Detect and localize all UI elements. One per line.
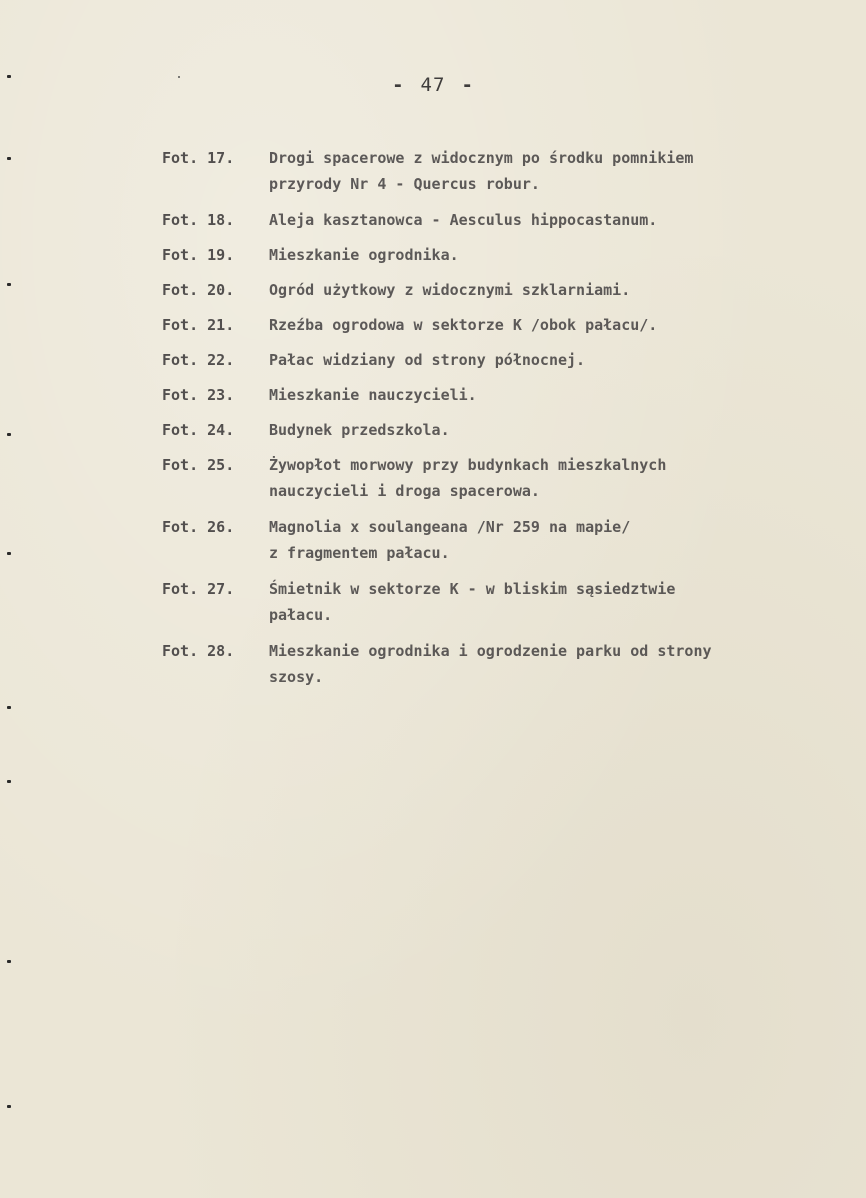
caption-text — [269, 145, 802, 197]
caption-entry — [162, 277, 802, 303]
caption-text — [269, 207, 802, 233]
caption-text — [269, 312, 802, 338]
margin-mark — [7, 552, 11, 555]
photo-number: Fot. 18. — [162, 211, 235, 229]
page-number-value: 47 — [420, 74, 446, 96]
paper-speck — [178, 76, 180, 78]
caption-text — [269, 347, 802, 373]
caption-entry — [162, 638, 802, 690]
caption-line: szosy. — [269, 668, 324, 686]
page-number — [0, 74, 866, 96]
margin-mark — [7, 960, 11, 963]
caption-entry — [162, 452, 802, 504]
photo-number: Fot. 20. — [162, 281, 235, 299]
caption-line: Mieszkanie nauczycieli. — [269, 386, 477, 404]
margin-mark — [7, 157, 11, 160]
caption-text — [269, 576, 802, 628]
caption-line: Mieszkanie ogrodnika i ogrodzenie parku od strony — [269, 642, 712, 660]
photo-number: Fot. 26. — [162, 518, 235, 536]
caption-line: pałacu. — [269, 606, 333, 624]
photo-number: Fot. 17. — [162, 149, 235, 167]
photo-number: Fot. 22. — [162, 351, 235, 369]
caption-entry — [162, 145, 802, 197]
caption-entry — [162, 576, 802, 628]
caption-text — [269, 277, 802, 303]
photo-number: Fot. 28. — [162, 642, 235, 660]
caption-entry — [162, 347, 802, 373]
photo-number: Fot. 23. — [162, 386, 235, 404]
caption-line: Ogród użytkowy z widocznymi szklarniami. — [269, 281, 631, 299]
photo-number: Fot. 24. — [162, 421, 235, 439]
caption-text — [269, 638, 802, 690]
caption-line: Mieszkanie ogrodnika. — [269, 246, 459, 264]
caption-line: przyrody Nr 4 - Quercus robur. — [269, 175, 540, 193]
photo-number: Fot. 21. — [162, 316, 235, 334]
margin-mark — [7, 780, 11, 783]
photo-caption-list — [162, 145, 802, 700]
caption-line: Aleja kasztanowca - Aesculus hippocastanum. — [269, 211, 658, 229]
margin-mark — [7, 1105, 11, 1108]
margin-mark — [7, 433, 11, 436]
caption-entry — [162, 417, 802, 443]
caption-entry — [162, 312, 802, 338]
caption-text — [269, 452, 802, 504]
caption-line: Magnolia x soulangeana /Nr 259 na mapie/ — [269, 518, 631, 536]
caption-line: Żywopłot morwowy przy budynkach mieszkalnych — [269, 456, 667, 474]
margin-mark — [7, 706, 11, 709]
caption-entry — [162, 207, 802, 233]
caption-line: Śmietnik w sektorze K - w bliskim sąsiedztwie — [269, 580, 676, 598]
caption-line: z fragmentem pałacu. — [269, 544, 450, 562]
caption-entry — [162, 382, 802, 408]
caption-entry — [162, 242, 802, 268]
caption-line: nauczycieli i droga spacerowa. — [269, 482, 540, 500]
page-number-dash-right: - — [461, 74, 474, 96]
photo-number: Fot. 25. — [162, 456, 235, 474]
caption-entry — [162, 514, 802, 566]
caption-line: Pałac widziany od strony północnej. — [269, 351, 586, 369]
caption-text — [269, 514, 802, 566]
page-number-dash-left: - — [392, 74, 405, 96]
margin-mark — [7, 75, 11, 78]
photo-number: Fot. 19. — [162, 246, 235, 264]
caption-line: Drogi spacerowe z widocznym po środku pomnikiem — [269, 149, 694, 167]
caption-text — [269, 417, 802, 443]
caption-line: Budynek przedszkola. — [269, 421, 450, 439]
photo-number: Fot. 27. — [162, 580, 235, 598]
margin-mark — [7, 283, 11, 286]
caption-text — [269, 242, 802, 268]
caption-line: Rzeźba ogrodowa w sektorze K /obok pałacu/. — [269, 316, 658, 334]
caption-text — [269, 382, 802, 408]
